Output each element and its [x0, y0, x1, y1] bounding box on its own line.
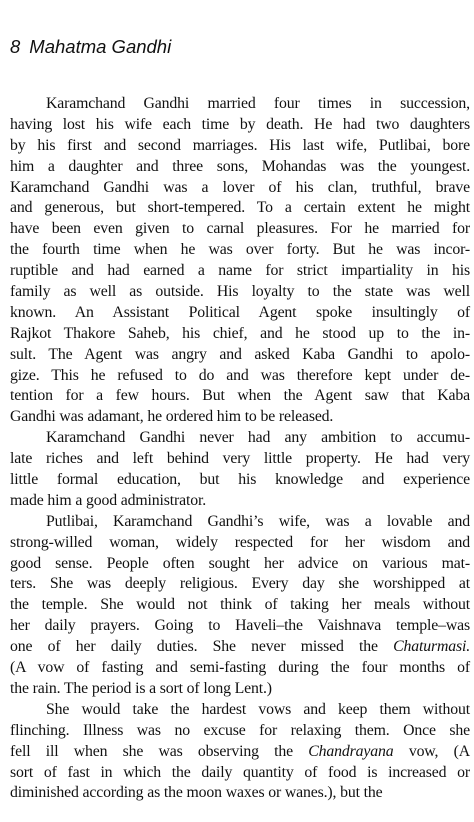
- line-text: gize. This he refused to do and was therefore kept under de-: [10, 366, 470, 384]
- paragraph: [10, 94, 470, 428]
- paragraph: [10, 512, 470, 700]
- text-line: [10, 157, 470, 178]
- line-text: sult. The Agent was angry and asked Kaba Gandhi to apolo-: [10, 345, 470, 363]
- text-line: [10, 595, 470, 616]
- line-text: Karamchand Gandhi married four times in succession,: [46, 95, 470, 112]
- running-header: [10, 36, 171, 58]
- line-text: one of her daily duties. She never missed the: [10, 638, 394, 656]
- line-text: flinching. Illness was no excuse for relaxing them. Once she: [10, 721, 470, 739]
- text-line: [10, 198, 470, 219]
- text-line: [10, 324, 470, 345]
- line-text: Putlibai, Karamchand Gandhi’s wife, was a lovable and: [46, 512, 470, 530]
- text-line: [10, 533, 470, 554]
- italic-term: Chaturmasi.: [393, 638, 470, 656]
- line-text: good sense. People often sought her advice on various mat-: [10, 554, 470, 572]
- line-text: and generous, but short-tempered. To a certain extent he might: [10, 199, 470, 217]
- line-text: the temple. She would not think of taking her meals without: [10, 596, 470, 614]
- line-text: fell ill when she was observing the: [10, 742, 309, 760]
- line-text: Gandhi was adamant, he ordered him to be released.: [10, 408, 334, 426]
- line-text: Karamchand Gandhi never had any ambition to accumu-: [46, 429, 470, 447]
- line-text: She would take the hardest vows and keep them without: [46, 700, 470, 718]
- line-text: (A vow of fasting and semi-fasting during the four months of: [10, 659, 470, 677]
- line-text: ruptible and had earned a name for strict impartiality in his: [10, 262, 470, 280]
- line-text: late riches and left behind very little property. He had very: [10, 450, 470, 468]
- text-line: [10, 721, 470, 742]
- text-line: [10, 742, 470, 763]
- line-text: sort of fast in which the daily quantity of food is increased or: [10, 763, 470, 781]
- line-text: by his first and second marriages. His last wife, Putlibai, bore: [10, 136, 470, 154]
- text-line: [10, 303, 470, 324]
- line-text: little formal education, but his knowledge and experience: [10, 471, 470, 489]
- line-text: Rajkot Thakore Saheb, his chief, and he stood up to the in-: [10, 324, 470, 342]
- paragraph: [10, 428, 470, 512]
- text-line: [10, 700, 470, 721]
- line-text: the rain. The period is a sort of long Lent.): [10, 679, 272, 697]
- text-line: [10, 178, 470, 199]
- text-line: [10, 136, 470, 157]
- text-line: [10, 428, 470, 449]
- text-line: [10, 345, 470, 366]
- text-line: [10, 554, 470, 575]
- line-text: known. An Assistant Political Agent spoke insultingly of: [10, 303, 470, 321]
- text-line: [10, 115, 470, 136]
- line-text: him a daughter and three sons, Mohandas was the youngest.: [10, 157, 470, 175]
- line-text: her daily prayers. Going to Haveli–the Vaishnava temple–was: [10, 617, 470, 635]
- text-line: [10, 386, 470, 407]
- line-text: tention for a few hours. But when the Agent saw that Kaba: [10, 387, 470, 405]
- text-line: [10, 94, 470, 115]
- line-text: the fourth time when he was over forty. But he was incor-: [10, 241, 470, 259]
- text-line: [10, 240, 470, 261]
- paragraph: [10, 700, 470, 804]
- line-text: family as well as outside. His loyalty to the state was well: [10, 283, 470, 301]
- text-line: [10, 637, 470, 658]
- text-line: [10, 679, 470, 700]
- line-text: vow, (A: [393, 742, 470, 760]
- text-line: [10, 470, 470, 491]
- text-line: [10, 366, 470, 387]
- text-line: [10, 449, 470, 470]
- text-line: [10, 219, 470, 240]
- text-line: [10, 261, 470, 282]
- book-title: Mahatma Gandhi: [29, 36, 172, 57]
- text-line: [10, 616, 470, 637]
- page-number: 8: [10, 36, 21, 57]
- text-line: [10, 282, 470, 303]
- line-text: have been even given to carnal pleasures. For he married for: [10, 220, 470, 238]
- text-line: [10, 783, 470, 804]
- line-text: diminished according as the moon waxes or wanes.), but the: [10, 784, 383, 802]
- line-text: strong-willed woman, widely respected for her wisdom and: [10, 533, 470, 551]
- text-line: [10, 512, 470, 533]
- text-line: [10, 574, 470, 595]
- line-text: Karamchand Gandhi was a lover of his clan, truthful, brave: [10, 178, 470, 196]
- line-text: made him a good administrator.: [10, 491, 206, 509]
- italic-term: Chandrayana: [308, 742, 394, 760]
- line-text: having lost his wife each time by death. He had two daughters: [10, 115, 470, 133]
- text-line: [10, 491, 470, 512]
- text-line: [10, 658, 470, 679]
- text-line: [10, 407, 470, 428]
- text-line: [10, 763, 470, 784]
- body-text: [10, 94, 470, 804]
- line-text: ters. She was deeply religious. Every day she worshipped at: [10, 575, 470, 593]
